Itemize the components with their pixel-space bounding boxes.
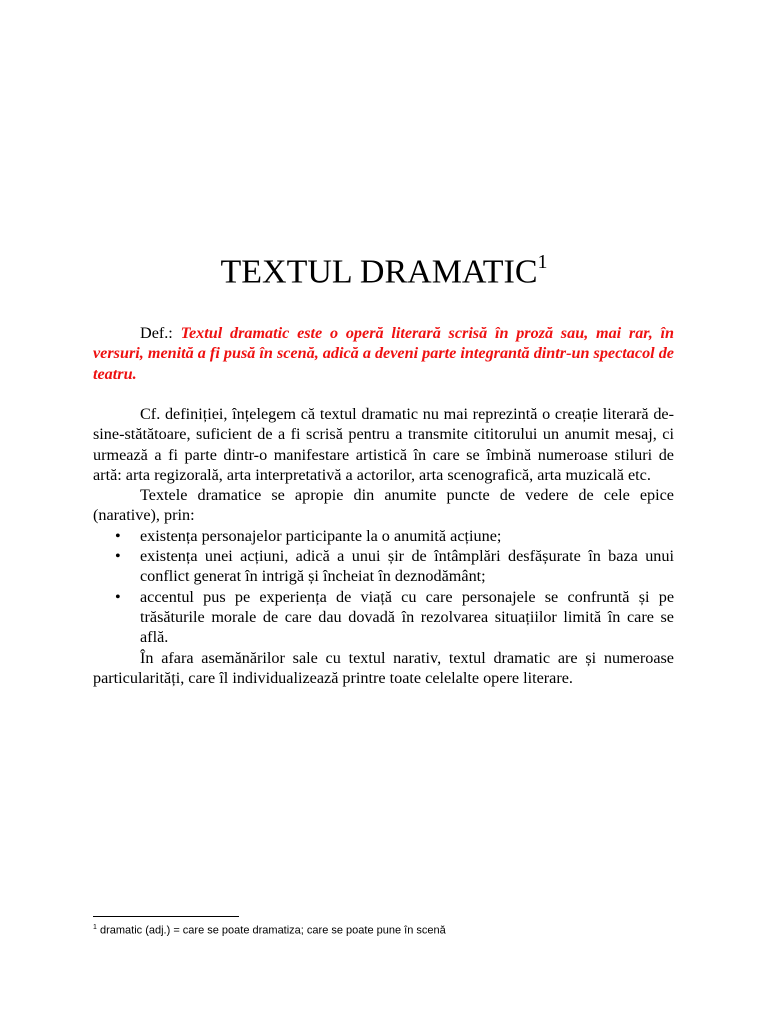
bullet-list — [93, 526, 674, 648]
list-item-text: existența unei acțiuni, adică a unui șir de întâmplări desfășurate în baza unui conflict generat în intrigă și încheiat în deznodământ; — [140, 547, 674, 586]
paragraph-3: În afara asemănărilor sale cu textul narativ, textul dramatic are și numeroase particularități, care îl individualizează printre toate celelalte opere literare. — [93, 648, 674, 687]
bullet-icon: • — [115, 587, 121, 606]
footnote-divider — [93, 916, 239, 917]
title-footnote-mark: 1 — [537, 251, 548, 273]
list-item-text: existența personajelor participante la o anumită acțiune; — [140, 526, 502, 545]
footnote — [93, 921, 446, 938]
list-item-text: accentul pus pe experiența de viață cu care personajele se confruntă și pe trăsăturile morale de care dau dovadă în rezolvarea situațiilor limită în care se află. — [140, 587, 674, 647]
footnote-mark: 1 — [93, 924, 97, 931]
title-text: TEXTUL DRAMATIC — [220, 253, 538, 291]
bullet-icon: • — [115, 547, 121, 566]
paragraph-2: Textele dramatice se apropie din anumite puncte de vedere de cele epice (narative), prin: — [93, 486, 674, 525]
list-item — [93, 546, 674, 587]
definition-text: Textul dramatic este o operă literară scrisă în proză sau, mai rar, în versuri, menită a fi pusă în scenă, adică a deveni parte integrantă dintr-un spectacol de teatru. — [93, 324, 675, 383]
bullet-icon: • — [115, 526, 121, 545]
body-block — [93, 404, 674, 688]
page-title — [0, 244, 768, 292]
footnote-text: dramatic (adj.) = care se poate dramatiza; care se poate pune în scenă — [96, 924, 446, 937]
definition-lead: Def.: — [140, 324, 181, 342]
list-item — [93, 587, 674, 648]
paragraph-1: Cf. definiției, înțelegem că textul dramatic nu mai reprezintă o creație literară de-sine-stătătoare, suficient de a fi scrisă pentru a transmite cititorului un anumit mesaj, ci urmează a fi parte dintr-o manifestare artistică în care se îmbină numeroase stiluri de artă: arta regizorală, arta interpretativă a actorilor, arta scenografică, arta muzicală etc. — [93, 405, 674, 484]
list-item — [93, 526, 674, 546]
definition-paragraph — [93, 323, 674, 384]
